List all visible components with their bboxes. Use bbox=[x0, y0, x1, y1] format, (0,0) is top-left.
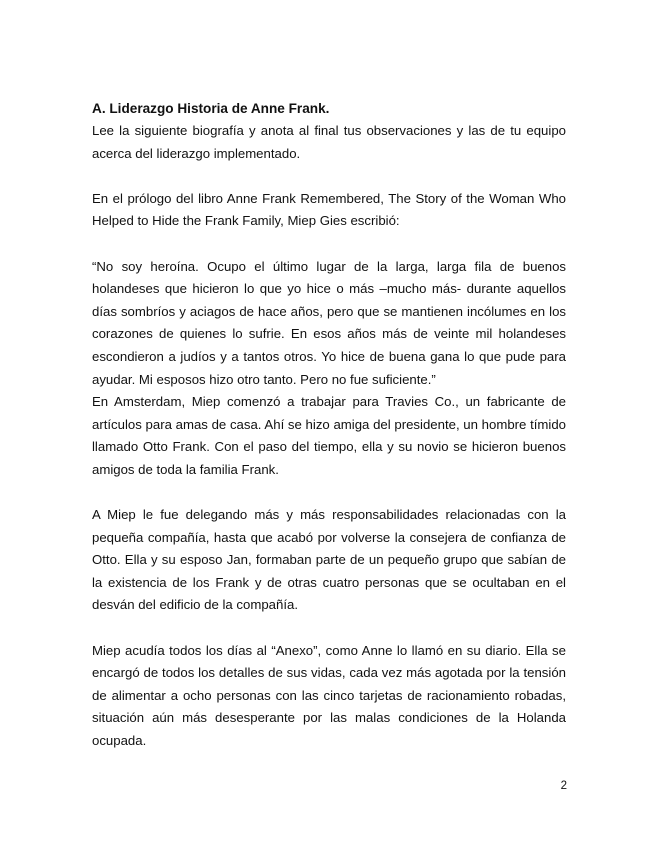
prologue-paragraph: En el prólogo del libro Anne Frank Remembered, The Story of the Woman Who Helped to Hide the Frank Family, Miep Gies escribió: bbox=[92, 190, 566, 229]
intro-paragraph: Lee la siguiente biografía y anota al final tus observaciones y las de tu equipo acerca del liderazgo implementado. bbox=[92, 123, 566, 161]
responsibilities-paragraph: A Miep le fue delegando más y más responsabilidades relacionadas con la pequeña compañía, hasta que acabó por volverse la consejera de confianza de Otto. Ella y su esposo Jan, formaban parte de un pequeño grupo que sabían de la existencia de los Frank y de otras cuatro personas que se ocultaban en el desván del edificio de la compañía. bbox=[92, 507, 566, 613]
amsterdam-paragraph: En Amsterdam, Miep comenzó a trabajar para Travies Co., un fabricante de artículos para amas de casa. Ahí se hizo amiga del presidente, un hombre tímido llamado Otto Frank. Con el paso del tiempo, ella y su novio se hicieron buenos amigos de toda la familia Frank. bbox=[92, 394, 566, 477]
section-title: A. Liderazgo Historia de Anne Frank. bbox=[92, 101, 330, 116]
document-body bbox=[92, 98, 566, 753]
annex-paragraph: Miep acudía todos los días al “Anexo”, como Anne lo llamó en su diario. Ella se encargó de todos los detalles de sus vidas, cada vez más agotada por la tensión de alimentar a ocho personas con las cinco tarjetas de racionamiento robadas, situación aún más desesperante por las malas condiciones de la Holanda ocupada. bbox=[92, 642, 566, 749]
page-number: 2 bbox=[560, 780, 567, 792]
quote-paragraph: “No soy heroína. Ocupo el último lugar de la larga, larga fila de buenos holandeses que hicieron lo que yo hice o más –mucho más- durante aquellos días sombríos y aciagos de hace años, pero que se mantienen incólumes en los corazones de quienes lo sufrie. En esos años más de veinte mil holandeses escondieron a judíos y a tantos otros. Yo hice de buena gana lo que pude para ayudar. Mi esposos hizo otro tanto. Pero no fue suficiente.” bbox=[92, 258, 566, 387]
